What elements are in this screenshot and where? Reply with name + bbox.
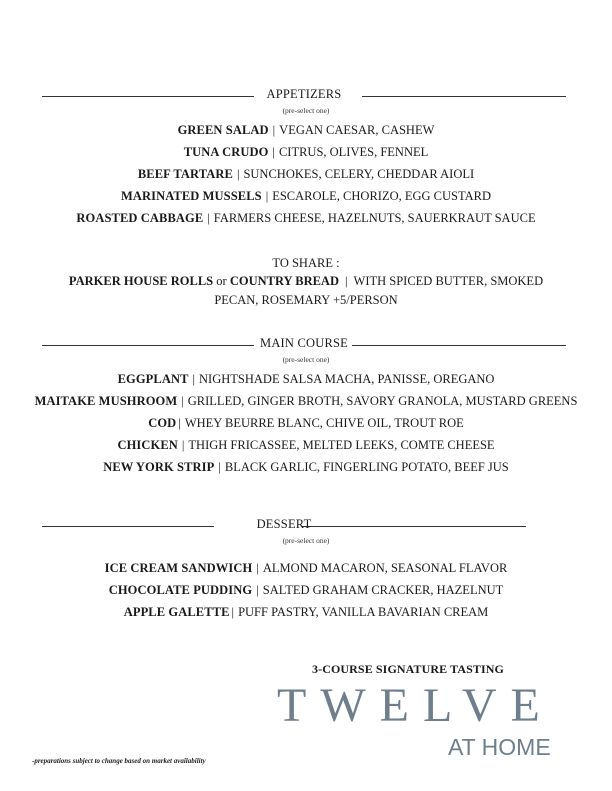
dish-desc: FARMERS CHEESE, HAZELNUTS, SAUERKRAUT SAUCE <box>213 211 536 225</box>
dish-desc: SALTED GRAHAM CRACKER, HAZELNUT <box>262 583 504 597</box>
separator: | <box>181 394 184 408</box>
separator: | <box>231 605 235 619</box>
section-note: (pre-select one) <box>282 106 330 115</box>
menu-item <box>0 394 612 409</box>
dish-name: COD <box>148 416 177 430</box>
separator: | <box>272 123 276 137</box>
dish-desc: BLACK GARLIC, FINGERLING POTATO, BEEF JUS <box>224 460 509 474</box>
section-title: DESSERT <box>256 517 312 531</box>
separator: | <box>181 438 185 452</box>
menu-item <box>0 561 612 576</box>
dish-desc: ALMOND MACARON, SEASONAL FLAVOR <box>262 561 508 575</box>
separator: | <box>207 211 210 225</box>
dish-name: MARINATED MUSSELS <box>120 189 262 203</box>
appetizers-header <box>42 87 566 107</box>
separator: | <box>218 460 221 474</box>
dish-desc: WITH SPICED BUTTER, SMOKED PECAN, ROSEMARY +5/PERSON <box>214 274 544 307</box>
dish-desc: VEGAN CAESAR, CASHEW <box>279 123 435 137</box>
dish-name: BEEF TARTARE <box>137 167 233 181</box>
dish-name: PARKER HOUSE ROLLS <box>68 274 214 288</box>
dish-name: EGGPLANT <box>117 372 189 386</box>
brand-subtitle: AT HOME <box>448 734 551 760</box>
share-item <box>60 272 552 310</box>
dish-name: APPLE GALETTE <box>123 605 230 619</box>
dish-desc: WHEY BEURRE BLANC, CHIVE OIL, TROUT ROE <box>184 416 464 430</box>
dish-name: CHICKEN <box>117 438 178 452</box>
separator: | <box>192 372 196 386</box>
brand-logo: TWELVE <box>277 679 554 732</box>
menu-item <box>0 460 612 475</box>
dish-desc: CITRUS, OLIVES, FENNEL <box>278 145 429 159</box>
section-title: MAIN COURSE <box>260 336 348 350</box>
dish-name: CHOCOLATE PUDDING <box>108 583 253 597</box>
menu-item <box>0 438 612 453</box>
or-text: or <box>216 274 227 288</box>
menu-item <box>0 189 612 204</box>
section-note: (pre-select one) <box>282 355 330 364</box>
menu-item <box>0 372 612 387</box>
dish-desc: THIGH FRICASSEE, MELTED LEEKS, COMTE CHEESE <box>188 438 495 452</box>
menu-item <box>0 211 612 226</box>
dish-name: COUNTRY BREAD <box>229 274 339 288</box>
separator: | <box>272 145 275 159</box>
dish-name: ROASTED CABBAGE <box>76 211 204 225</box>
separator: | <box>256 583 259 597</box>
dish-name: TUNA CRUDO <box>183 145 269 159</box>
menu-item <box>0 145 612 160</box>
separator: | <box>178 416 181 430</box>
separator: | <box>236 167 240 181</box>
share-title: TO SHARE : <box>272 256 340 270</box>
menu-item <box>0 605 612 620</box>
separator: | <box>345 274 348 288</box>
section-title: APPETIZERS <box>266 87 342 101</box>
footnote: -preparations subject to change based on market availability <box>32 757 206 765</box>
dish-desc: SUNCHOKES, CELERY, CHEDDAR AIOLI <box>243 167 475 181</box>
tasting-tagline: 3-COURSE SIGNATURE TASTING <box>312 662 504 676</box>
main-course-header <box>42 336 566 356</box>
dish-desc: GRILLED, GINGER BROTH, SAVORY GRANOLA, MUSTARD GREENS <box>187 394 578 408</box>
dish-desc: NIGHTSHADE SALSA MACHA, PANISSE, OREGANO <box>199 372 495 386</box>
dish-name: GREEN SALAD <box>177 123 269 137</box>
menu-item <box>0 583 612 598</box>
section-note: (pre-select one) <box>282 536 330 545</box>
dessert-header <box>42 517 566 537</box>
separator: | <box>265 189 269 203</box>
dish-desc: ESCAROLE, CHORIZO, EGG CUSTARD <box>272 189 492 203</box>
dish-name: NEW YORK STRIP <box>103 460 215 474</box>
menu-item <box>0 123 612 138</box>
menu-item <box>0 416 612 431</box>
dish-name: MAITAKE MUSHROOM <box>34 394 178 408</box>
menu-item <box>0 167 612 182</box>
dish-desc: PUFF PASTRY, VANILLA BAVARIAN CREAM <box>238 605 489 619</box>
dish-name: ICE CREAM SANDWICH <box>104 561 253 575</box>
separator: | <box>256 561 259 575</box>
